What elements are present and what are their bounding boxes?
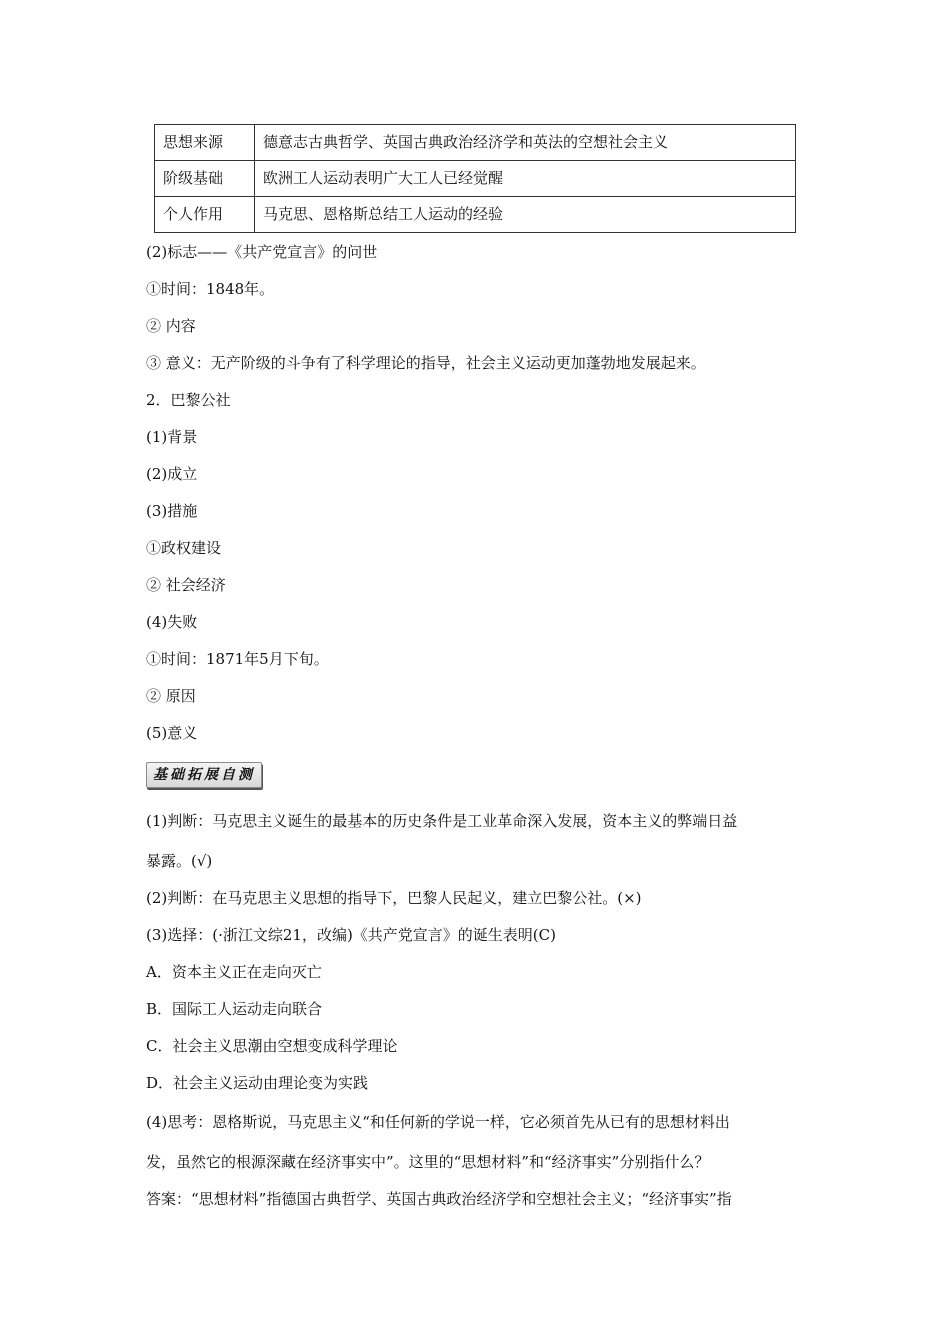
table-row	[155, 125, 796, 161]
text-line: ② 社会经济	[146, 576, 226, 594]
text-line: ①政权建设	[146, 539, 222, 557]
text-line: (2)标志——《共产党宣言》的问世	[146, 243, 378, 261]
table-row	[155, 161, 796, 197]
table-cell-label: 个人作用	[155, 197, 255, 233]
exercise-line: (2)判断：在马克思主义思想的指导下，巴黎人民起义，建立巴黎公社。(×)	[146, 889, 642, 907]
exercise-line: 发，虽然它的根源深藏在经济事实中”。这里的“思想材料”和“经济事实”分别指什么？	[146, 1153, 710, 1171]
exercise-line: 暴露。(√)	[146, 852, 213, 870]
section-heading: 2．巴黎公社	[146, 391, 231, 409]
self-test-banner: 基础拓展自测	[146, 762, 262, 788]
text-line: ①时间：1848年。	[146, 280, 275, 298]
text-line: (5)意义	[146, 724, 198, 742]
option-c: C．社会主义思潮由空想变成科学理论	[146, 1037, 398, 1055]
text-line: (4)失败	[146, 613, 198, 631]
answer-line: 答案：“思想材料”指德国古典哲学、英国古典政治经济学和空想社会主义；“经济事实”指	[146, 1190, 732, 1208]
option-d: D．社会主义运动由理论变为实践	[146, 1074, 369, 1092]
text-line: (3)措施	[146, 502, 198, 520]
text-line: (1)背景	[146, 428, 198, 446]
table-cell-value: 德意志古典哲学、英国古典政治经济学和英法的空想社会主义	[255, 125, 796, 161]
origin-table	[154, 124, 796, 233]
text-line: ①时间：1871年5月下旬。	[146, 650, 329, 668]
exercise-line: (4)思考：恩格斯说，马克思主义“和任何新的学说一样，它必须首先从已有的思想材料出	[146, 1113, 730, 1131]
table-cell-value: 马克思、恩格斯总结工人运动的经验	[255, 197, 796, 233]
table-row	[155, 197, 796, 233]
exercise-line: (3)选择：(·浙江文综21，改编)《共产党宣言》的诞生表明(C)	[146, 926, 556, 944]
table-cell-label: 阶级基础	[155, 161, 255, 197]
table-cell-label: 思想来源	[155, 125, 255, 161]
text-line: ② 原因	[146, 687, 196, 705]
text-line: ② 内容	[146, 317, 196, 335]
table-cell-value: 欧洲工人运动表明广大工人已经觉醒	[255, 161, 796, 197]
text-line: (2)成立	[146, 465, 198, 483]
text-line: ③ 意义：无产阶级的斗争有了科学理论的指导，社会主义运动更加蓬勃地发展起来。	[146, 354, 706, 372]
option-a: A．资本主义正在走向灭亡	[146, 963, 322, 981]
option-b: B．国际工人运动走向联合	[146, 1000, 323, 1018]
exercise-line: (1)判断：马克思主义诞生的最基本的历史条件是工业革命深入发展，资本主义的弊端日益	[146, 812, 738, 830]
